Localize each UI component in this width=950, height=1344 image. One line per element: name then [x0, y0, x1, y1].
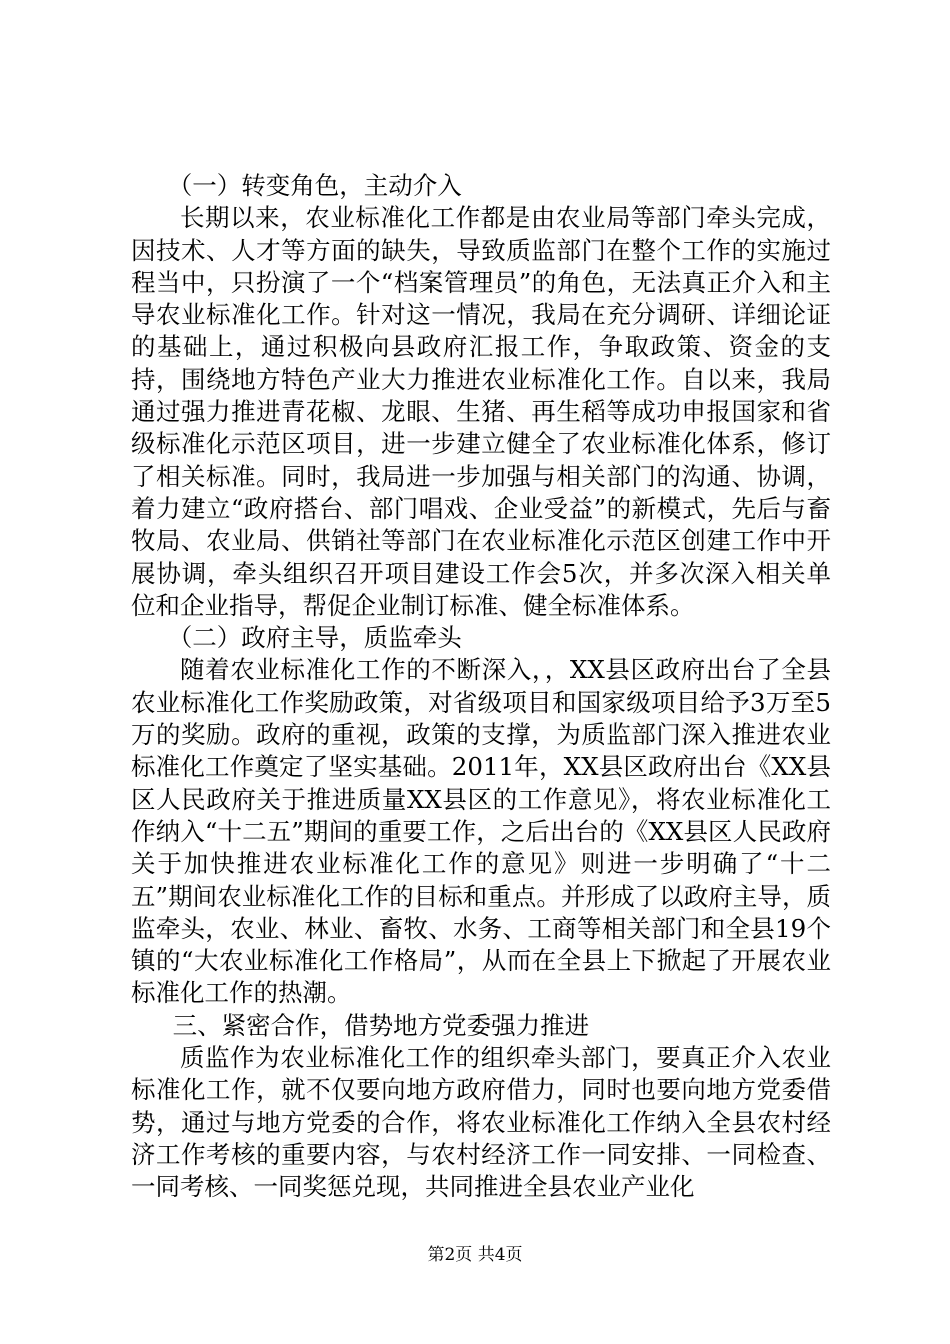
- document-body: [131, 170, 831, 1204]
- section-paragraph-3: 质监作为农业标准化工作的组织牵头部门，要真正介入农业标准化工作，就不仅要向地方政府借力，同时也要向地方党委借势，通过与地方党委的合作，将农业标准化工作纳入全县农村经济工作考核的重要内容，与农村经济工作一同安排、一同检查、一同考核、一同奖惩兑现，共同推进全县农业产业化: [131, 1043, 831, 1202]
- section-paragraph-2: 随着农业标准化工作的不断深入，，XX县区政府出台了全县农业标准化工作奖励政策，对省级项目和国家级项目给予3万至5万的奖励。政府的重视，政策的支撑，为质监部门深入推进农业标准化工作奠定了坚实基础。2011年，XX县区政府出台《XX县区人民政府关于推进质量XX县区的工作意见》，将农业标准化工作纳入“十二五”期间的重要工作，之后出台的《XX县区人民政府关于加快推进农业标准化工作的意见》则进一步明确了“十二五”期间农业标准化工作的目标和重点。并形成了以政府主导，质监牵头，农业、林业、畜牧、水务、工商等相关部门和全县19个镇的“大农业标准化工作格局”，从而在全县上下掀起了开展农业标准化工作的热潮。: [131, 655, 831, 1008]
- page-number-footer: 第2页 共4页: [427, 1245, 523, 1265]
- section-heading-1: （一）转变角色，主动介入: [167, 171, 462, 200]
- section-heading-3: 三、紧密合作，借势地方党委强力推进: [172, 1010, 590, 1040]
- section-heading-2: （二）政府主导，质监牵头: [167, 623, 462, 653]
- section-paragraph-1: 长期以来，农业标准化工作都是由农业局等部门牵头完成，因技术、人才等方面的缺失，导致质监部门在整个工作的实施过程当中，只扮演了一个“档案管理员”的角色，无法真正介入和主导农业标准化工作。针对这一情况，我局在充分调研、详细论证的基础上，通过积极向县政府汇报工作，争取政策、资金的支持，围绕地方特色产业大力推进农业标准化工作。自以来，我局通过强力推进青花椒、龙眼、生猪、再生稻等成功申报国家和省级标准化示范区项目，进一步建立健全了农业标准化体系，修订了相关标准。同时，我局进一步加强与相关部门的沟通、协调，着力建立“政府搭台、部门唱戏、企业受益”的新模式，先后与畜牧局、农业局、供销社等部门在农业标准化示范区创建工作中开展协调，牵头组织召开项目建设工作会5次，并多次深入相关单位和企业指导，帮促企业制订标准、健全标准体系。: [131, 203, 831, 620]
